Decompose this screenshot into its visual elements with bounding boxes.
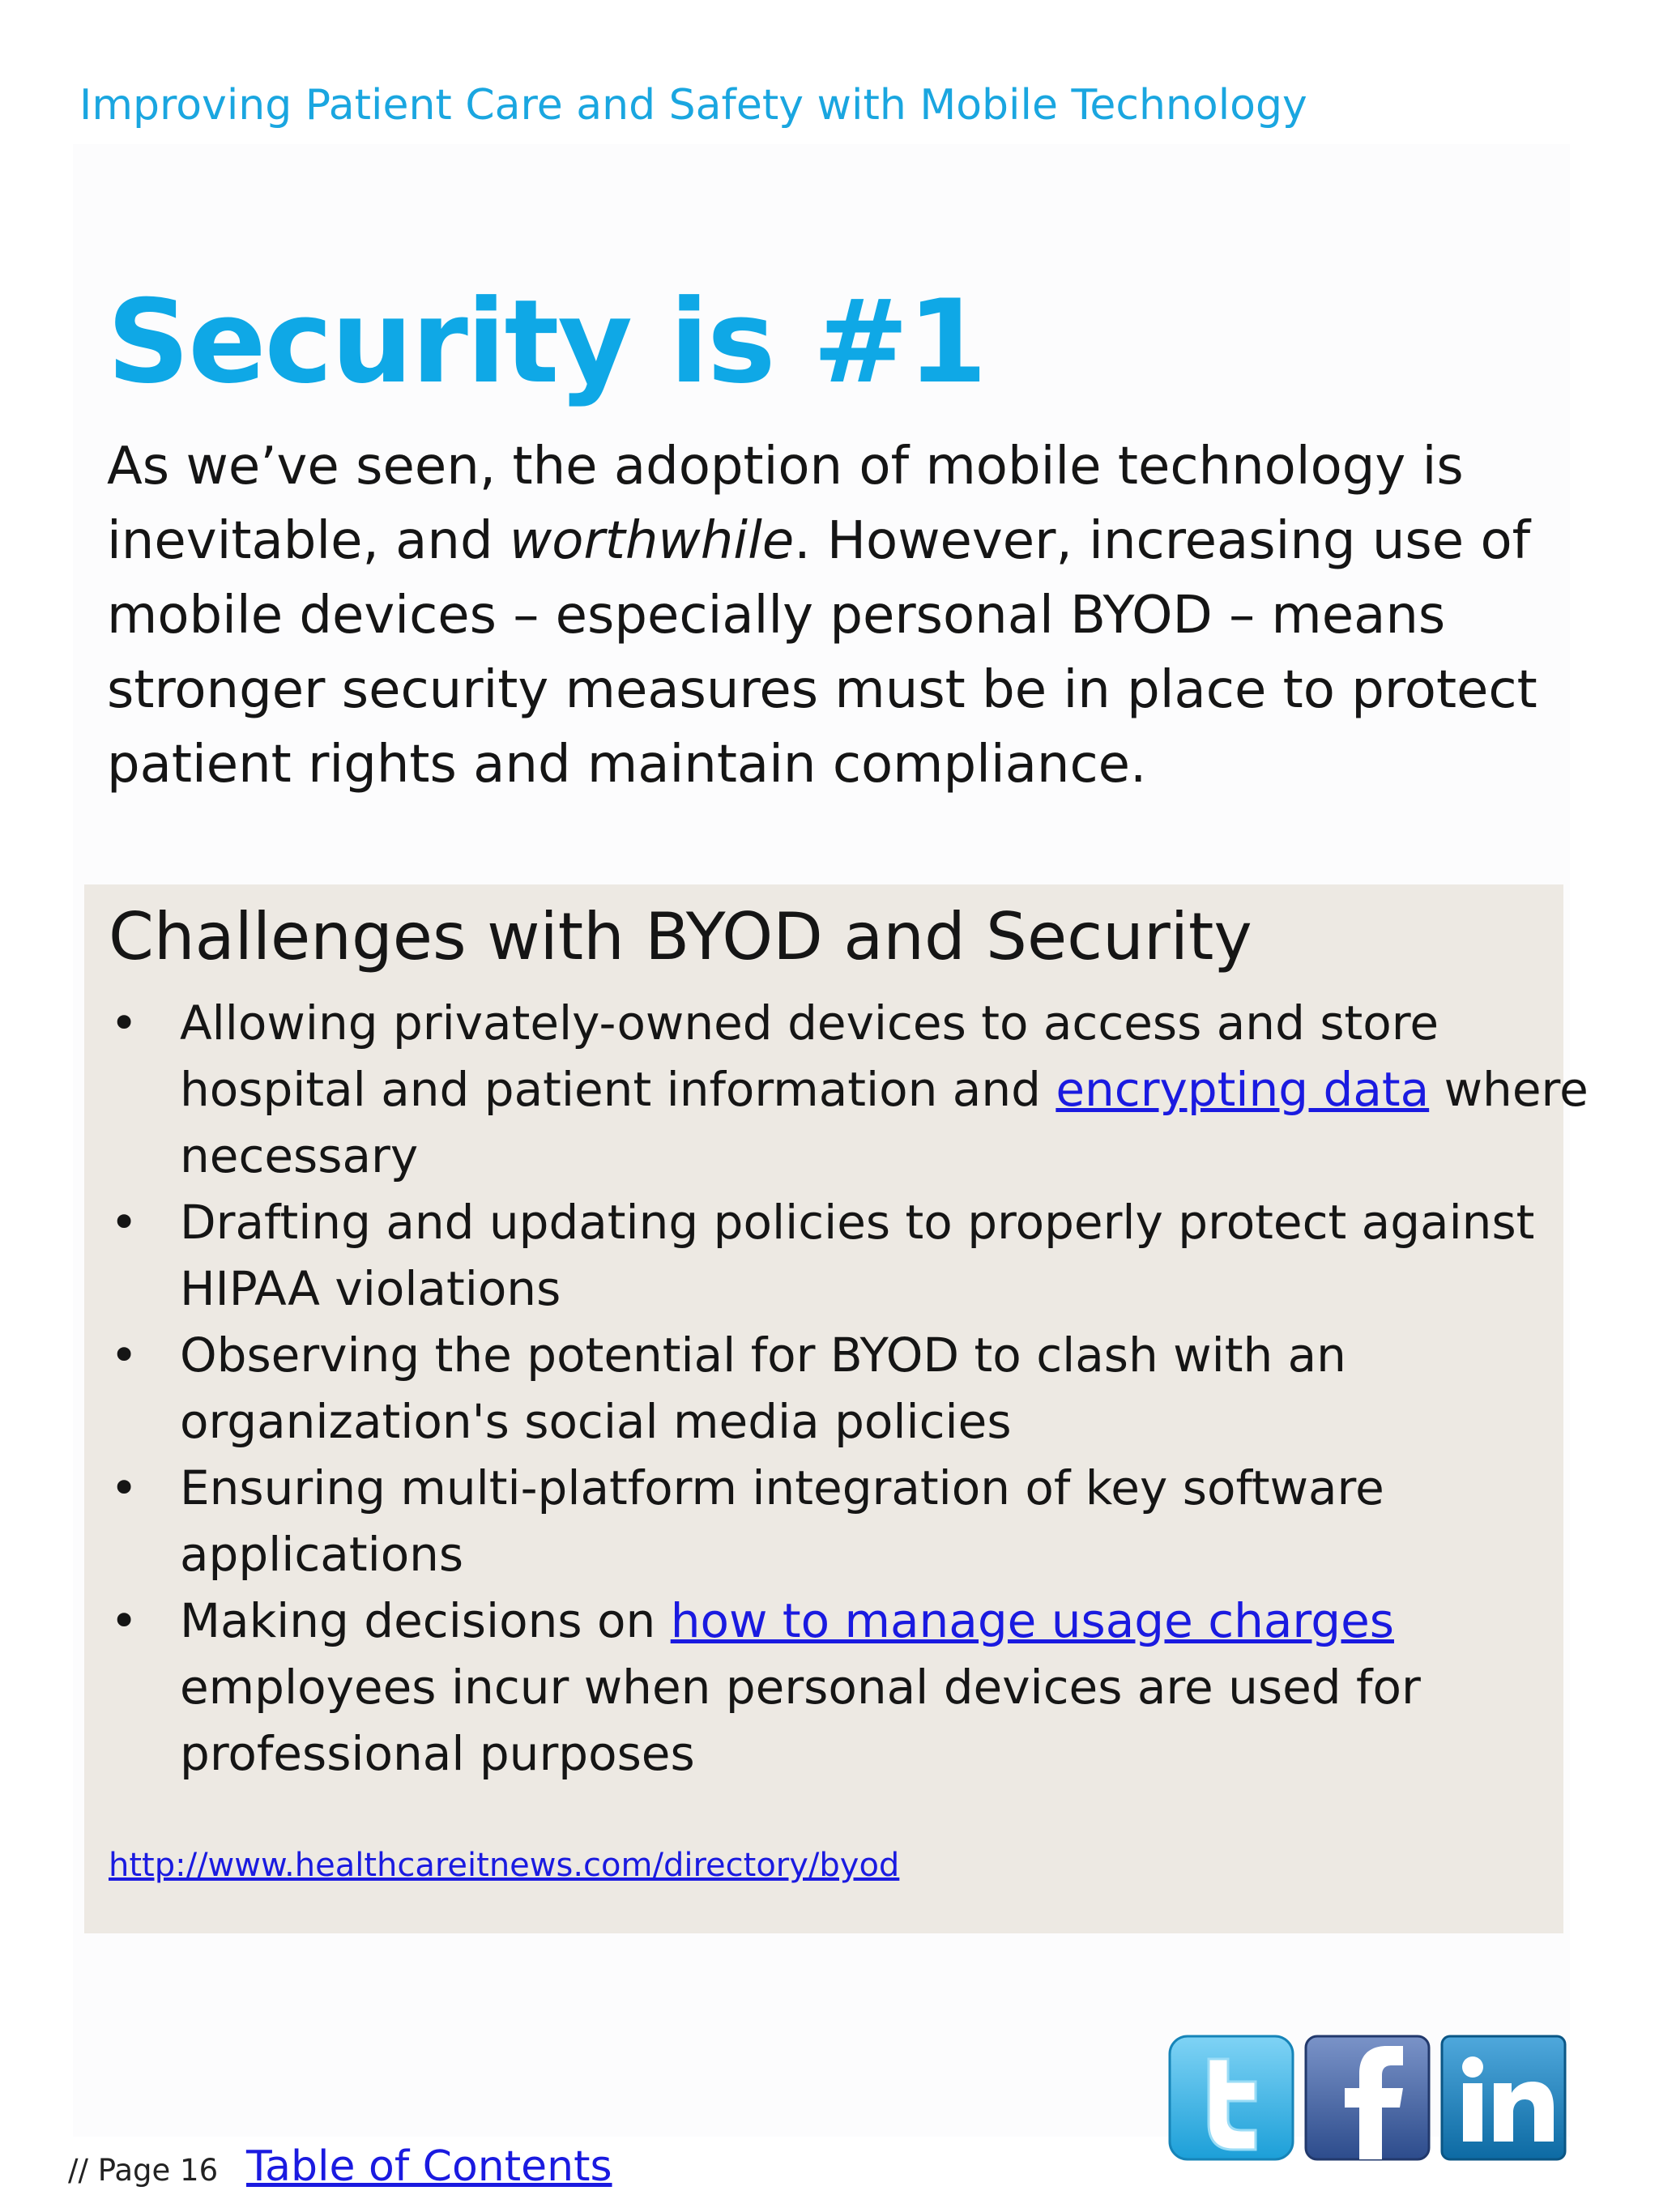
list-item-line: necessary <box>180 1128 419 1183</box>
list-item <box>109 1588 1550 1787</box>
linkedin-button[interactable] <box>1439 2033 1568 2163</box>
list-item <box>109 1455 1550 1588</box>
table-of-contents-link[interactable]: Table of Contents <box>246 2142 612 2191</box>
linkedin-icon <box>1439 2033 1568 2163</box>
usage-charges-link[interactable]: how to manage usage charges <box>670 1593 1394 1648</box>
list-item-line: HIPAA violations <box>180 1261 561 1316</box>
list-item-line: Drafting and updating policies to properly protect against <box>180 1195 1535 1250</box>
list-item <box>109 990 1589 1189</box>
list-item-line: Ensuring multi-platform integration of key software <box>180 1460 1384 1515</box>
challenges-box <box>84 884 1589 1933</box>
challenges-heading: Challenges with BYOD and Security <box>109 899 1252 974</box>
list-item-line: Allowing privately-owned devices to access and store <box>180 995 1439 1051</box>
list-item-line: Observing the potential for BYOD to clash with an <box>180 1328 1346 1383</box>
challenges-list <box>109 990 1589 1787</box>
list-item-text: where <box>1429 1062 1589 1117</box>
intro-emphasis: worthwhile <box>509 511 795 571</box>
list-item-line <box>180 1056 1589 1123</box>
intro-line: stronger security measures must be in place to protect <box>107 660 1537 720</box>
list-item-text: hospital and patient information and <box>180 1062 1056 1117</box>
list-item-line: employees incur when personal devices are used for <box>180 1660 1421 1715</box>
intro-line: mobile devices – especially personal BYOD – means <box>107 586 1446 646</box>
list-item-text: Making decisions on <box>180 1593 671 1648</box>
bullet-icon: • <box>110 1593 139 1648</box>
bullet-icon: • <box>110 1460 139 1515</box>
intro-paragraph <box>107 429 1557 802</box>
page-number: // Page 16 <box>68 2153 219 2188</box>
list-item <box>109 1189 1550 1322</box>
facebook-button[interactable] <box>1303 2033 1432 2163</box>
intro-text: . However, increasing use of <box>794 511 1531 571</box>
twitter-button[interactable] <box>1166 2033 1296 2163</box>
encrypting-data-link[interactable]: encrypting data <box>1056 1062 1430 1117</box>
intro-line: patient rights and maintain compliance. <box>107 735 1147 795</box>
bullet-icon: • <box>110 1328 139 1383</box>
bullet-icon: • <box>110 995 139 1051</box>
intro-line <box>107 504 1557 578</box>
list-item-line: organization's social media policies <box>180 1394 1012 1449</box>
list-item <box>109 1322 1550 1455</box>
source-url-link[interactable]: http://www.healthcareitnews.com/directory/byod <box>109 1847 900 1884</box>
page-title: Security is #1 <box>107 275 986 409</box>
list-item-line: applications <box>180 1527 464 1582</box>
facebook-icon <box>1303 2033 1432 2163</box>
intro-line: As we’ve seen, the adoption of mobile technology is <box>107 437 1464 497</box>
bullet-icon: • <box>110 1195 139 1250</box>
list-item-line <box>180 1588 1550 1654</box>
intro-text: inevitable, and <box>107 511 510 571</box>
document-header-title: Improving Patient Care and Safety with Mobile Technology <box>79 81 1307 130</box>
list-item-line: professional purposes <box>180 1726 695 1781</box>
twitter-icon <box>1166 2033 1296 2163</box>
